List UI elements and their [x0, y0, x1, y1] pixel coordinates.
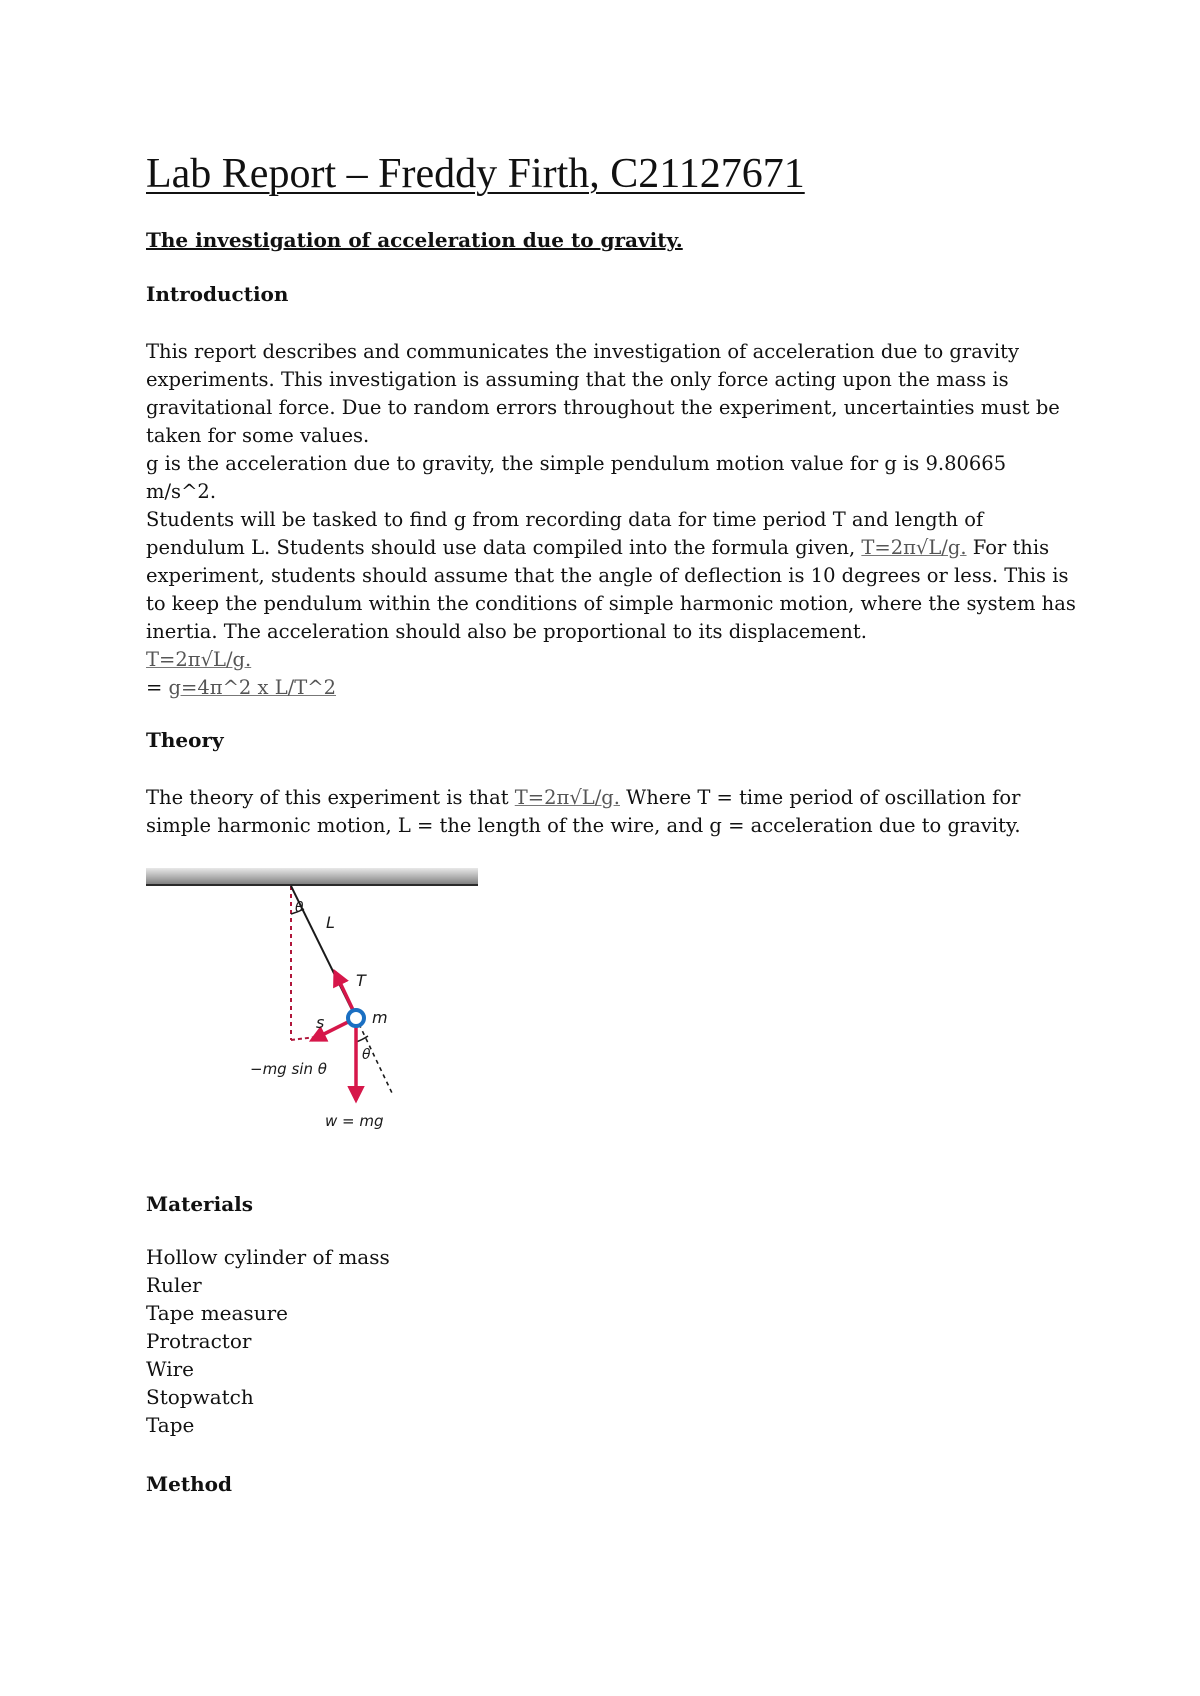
theta-top-label: θ	[295, 900, 304, 916]
intro-line: Students will be tasked to find g from recording data for time period T and length of	[146, 508, 984, 531]
pendulum-diagram	[146, 868, 481, 1136]
intro-line: m/s^2.	[146, 480, 217, 503]
intro-text: For this	[966, 536, 1050, 559]
intro-line: to keep the pendulum within the conditions of simple harmonic motion, where the system has	[146, 592, 1076, 615]
intro-line: This report describes and communicates the investigation of acceleration due to gravity	[146, 340, 1019, 363]
report-subtitle: The investigation of acceleration due to gravity.	[146, 228, 683, 252]
materials-item: Tape	[146, 1413, 195, 1437]
restoring-force-label: −mg sin θ	[250, 1060, 327, 1078]
pendulum-bob	[348, 1010, 364, 1026]
period-formula-line	[146, 646, 1066, 674]
introduction-heading: Introduction	[146, 282, 289, 306]
materials-item: Protractor	[146, 1329, 252, 1353]
materials-heading: Materials	[146, 1192, 254, 1216]
materials-item: Stopwatch	[146, 1385, 254, 1409]
gravity-formula-line	[146, 674, 1066, 702]
intro-text: pendulum L. Students should use data compiled into the formula given,	[146, 536, 862, 559]
theory-text: Where T = time period of oscillation for	[619, 786, 1021, 809]
materials-item: Wire	[146, 1357, 194, 1381]
mass-label: m	[372, 1008, 388, 1027]
method-heading: Method	[146, 1472, 232, 1496]
ceiling-bar	[146, 868, 478, 885]
materials-list	[146, 1243, 390, 1439]
period-formula-inline: T=2π√L/g.	[514, 786, 620, 809]
intro-line: experiment, students should assume that the angle of deflection is 10 degrees or less. This is	[146, 564, 1069, 587]
period-formula: T=2π√L/g.	[146, 648, 252, 671]
introduction-paragraph	[146, 338, 1076, 702]
length-label: L	[326, 913, 335, 932]
theory-line: simple harmonic motion, L = the length of the wire, and g = acceleration due to gravity.	[146, 814, 1021, 837]
intro-line: inertia. The acceleration should also be proportional to its displacement.	[146, 620, 867, 643]
theory-text: The theory of this experiment is that	[146, 786, 515, 809]
tension-label: T	[356, 971, 366, 990]
period-formula-inline: T=2π√L/g.	[861, 536, 967, 559]
equals-sign: =	[146, 676, 169, 699]
theta-bottom-label: θ	[362, 1047, 371, 1063]
materials-item: Hollow cylinder of mass	[146, 1245, 390, 1269]
theory-paragraph	[146, 784, 1066, 840]
intro-line-with-formula	[146, 534, 1066, 562]
materials-item: Tape measure	[146, 1301, 288, 1325]
intro-line: gravitational force. Due to random errors throughout the experiment, uncertainties must be	[146, 396, 1060, 419]
weight-label: w = mg	[325, 1112, 384, 1130]
report-title: Lab Report – Freddy Firth, C21127671	[146, 151, 805, 197]
intro-line: taken for some values.	[146, 424, 370, 447]
tension-arrow	[335, 972, 354, 1012]
intro-line: g is the acceleration due to gravity, the simple pendulum motion value for g is 9.80665	[146, 452, 1007, 475]
intro-line: experiments. This investigation is assuming that the only force acting upon the mass is	[146, 368, 1009, 391]
materials-item: Ruler	[146, 1273, 202, 1297]
theory-heading: Theory	[146, 728, 224, 752]
gravity-formula: g=4π^2 x L/T^2	[168, 676, 337, 699]
arc-label: s	[316, 1013, 325, 1032]
theory-line-with-formula	[146, 784, 1066, 812]
